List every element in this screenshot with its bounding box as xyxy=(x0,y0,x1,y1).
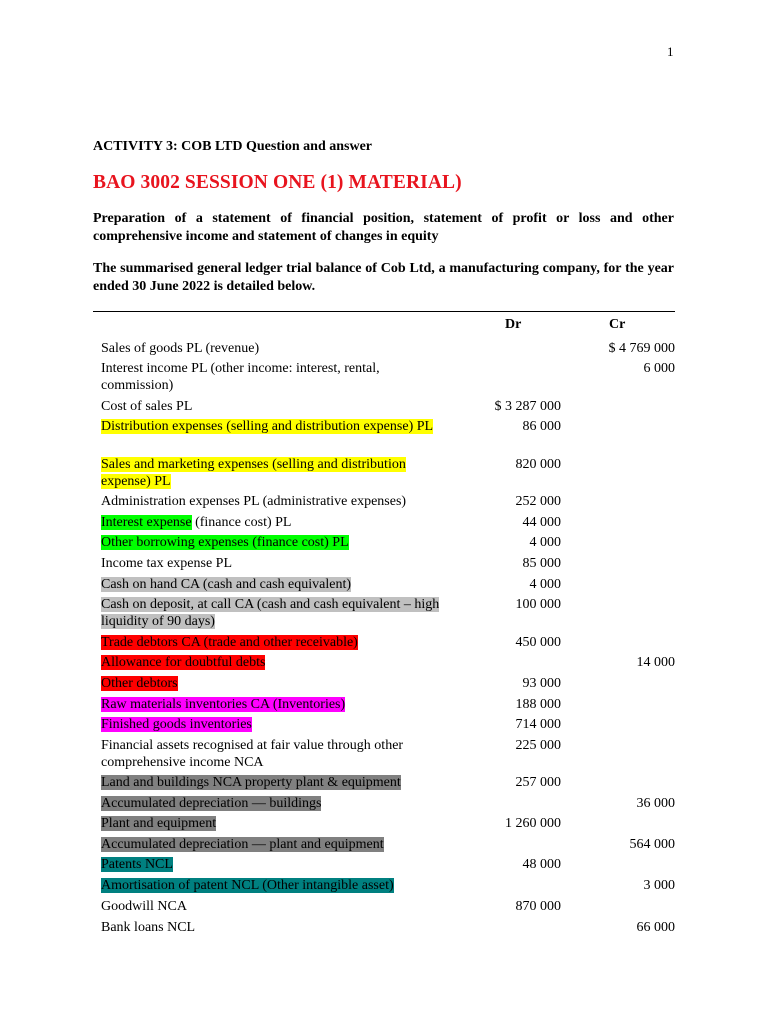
debit-amount: 100 000 xyxy=(515,597,561,612)
account-name: Allowance for doubtful debts xyxy=(101,655,266,670)
intro-paragraph: Preparation of a statement of financial position, statement of profit or loss and other comprehensive income and statement of changes in equity xyxy=(93,211,674,244)
account-name: Amortisation of patent NCL (Other intangible asset) xyxy=(101,878,394,893)
table-top-rule xyxy=(93,311,675,312)
debit-amount: 85 000 xyxy=(522,556,561,571)
account-name: Goodwill NCA xyxy=(101,899,187,914)
account-label xyxy=(101,597,451,630)
account-label xyxy=(101,775,451,792)
account-name: Bank loans NCL xyxy=(101,920,196,935)
debit-amount: 257 000 xyxy=(515,775,561,790)
debit-amount: 188 000 xyxy=(515,697,561,712)
account-name: Accumulated depreciation — buildings xyxy=(101,796,322,811)
credit-amount: 564 000 xyxy=(629,837,675,852)
activity-heading: ACTIVITY 3: COB LTD Question and answer xyxy=(93,139,373,154)
account-label xyxy=(101,920,451,937)
debit-amount: 252 000 xyxy=(515,494,561,509)
debit-amount: 4 000 xyxy=(529,535,561,550)
trial-balance-description: The summarised general ledger trial balance of Cob Ltd, a manufacturing company, for the year ended 30 June 2022 is detailed below. xyxy=(93,261,674,294)
debit-amount: 820 000 xyxy=(515,457,561,472)
account-label xyxy=(101,535,451,552)
account-name: Plant and equipment xyxy=(101,816,217,831)
account-label xyxy=(101,361,451,394)
account-name: Sales and marketing expenses (selling and distribution expense) PL xyxy=(101,457,406,489)
cr-column-header: Cr xyxy=(609,317,626,332)
account-label xyxy=(101,796,451,813)
credit-amount: 3 000 xyxy=(643,878,675,893)
account-name: Interest expense xyxy=(101,515,192,530)
account-label xyxy=(101,816,451,833)
account-name: Trade debtors CA (trade and other receivable) xyxy=(101,635,358,650)
credit-amount: $ 4 769 000 xyxy=(608,341,675,356)
account-label xyxy=(101,419,451,436)
credit-amount: 36 000 xyxy=(636,796,675,811)
account-label xyxy=(101,878,451,895)
account-name: Sales of goods PL (revenue) xyxy=(101,341,260,356)
account-name: Cash on deposit, at call CA (cash and cash equivalent – high liquidity of 90 days) xyxy=(101,597,440,629)
account-name: Cost of sales PL xyxy=(101,399,193,414)
debit-amount: 44 000 xyxy=(522,515,561,530)
session-title: BAO 3002 SESSION ONE (1) MATERIAL) xyxy=(93,172,462,193)
account-label xyxy=(101,556,451,573)
account-name: Raw materials inventories CA (Inventories) xyxy=(101,697,346,712)
account-name-suffix: (finance cost) PL xyxy=(191,515,292,530)
account-label xyxy=(101,635,451,652)
debit-amount: 1 260 000 xyxy=(505,816,561,831)
debit-amount: 86 000 xyxy=(522,419,561,434)
debit-amount: 450 000 xyxy=(515,635,561,650)
account-name: Land and buildings NCA property plant & equipment xyxy=(101,775,401,790)
debit-amount: 4 000 xyxy=(529,577,561,592)
account-name: Accumulated depreciation — plant and equipment xyxy=(101,837,384,852)
credit-amount: 6 000 xyxy=(643,361,675,376)
account-label xyxy=(101,738,451,771)
account-label xyxy=(101,341,451,358)
account-name: Other debtors xyxy=(101,676,178,691)
account-label xyxy=(101,494,451,511)
account-name: Finished goods inventories xyxy=(101,717,252,732)
dr-column-header: Dr xyxy=(505,317,522,332)
account-name: Patents NCL xyxy=(101,857,173,872)
credit-amount: 66 000 xyxy=(636,920,675,935)
account-label xyxy=(101,837,451,854)
debit-amount: 93 000 xyxy=(522,676,561,691)
account-label xyxy=(101,577,451,594)
account-label xyxy=(101,857,451,874)
credit-amount: 14 000 xyxy=(636,655,675,670)
account-name: Interest income PL (other income: interest, rental, commission) xyxy=(101,361,380,393)
debit-amount: 48 000 xyxy=(522,857,561,872)
debit-amount: 870 000 xyxy=(515,899,561,914)
account-label xyxy=(101,899,451,916)
page-number: 1 xyxy=(667,44,674,59)
account-name: Administration expenses PL (administrative expenses) xyxy=(101,494,407,509)
debit-amount: $ 3 287 000 xyxy=(494,399,561,414)
debit-amount: 225 000 xyxy=(515,738,561,753)
account-name: Cash on hand CA (cash and cash equivalent) xyxy=(101,577,351,592)
account-label xyxy=(101,515,451,532)
account-name: Financial assets recognised at fair value through other comprehensive income NCA xyxy=(101,738,404,770)
account-label xyxy=(101,655,451,672)
account-label xyxy=(101,399,451,416)
account-name: Distribution expenses (selling and distribution expense) PL xyxy=(101,419,434,434)
account-label xyxy=(101,457,451,490)
debit-amount: 714 000 xyxy=(515,717,561,732)
account-name: Income tax expense PL xyxy=(101,556,233,571)
account-name: Other borrowing expenses (finance cost) PL xyxy=(101,535,349,550)
account-label xyxy=(101,697,451,714)
account-label xyxy=(101,676,451,693)
account-label xyxy=(101,717,451,734)
